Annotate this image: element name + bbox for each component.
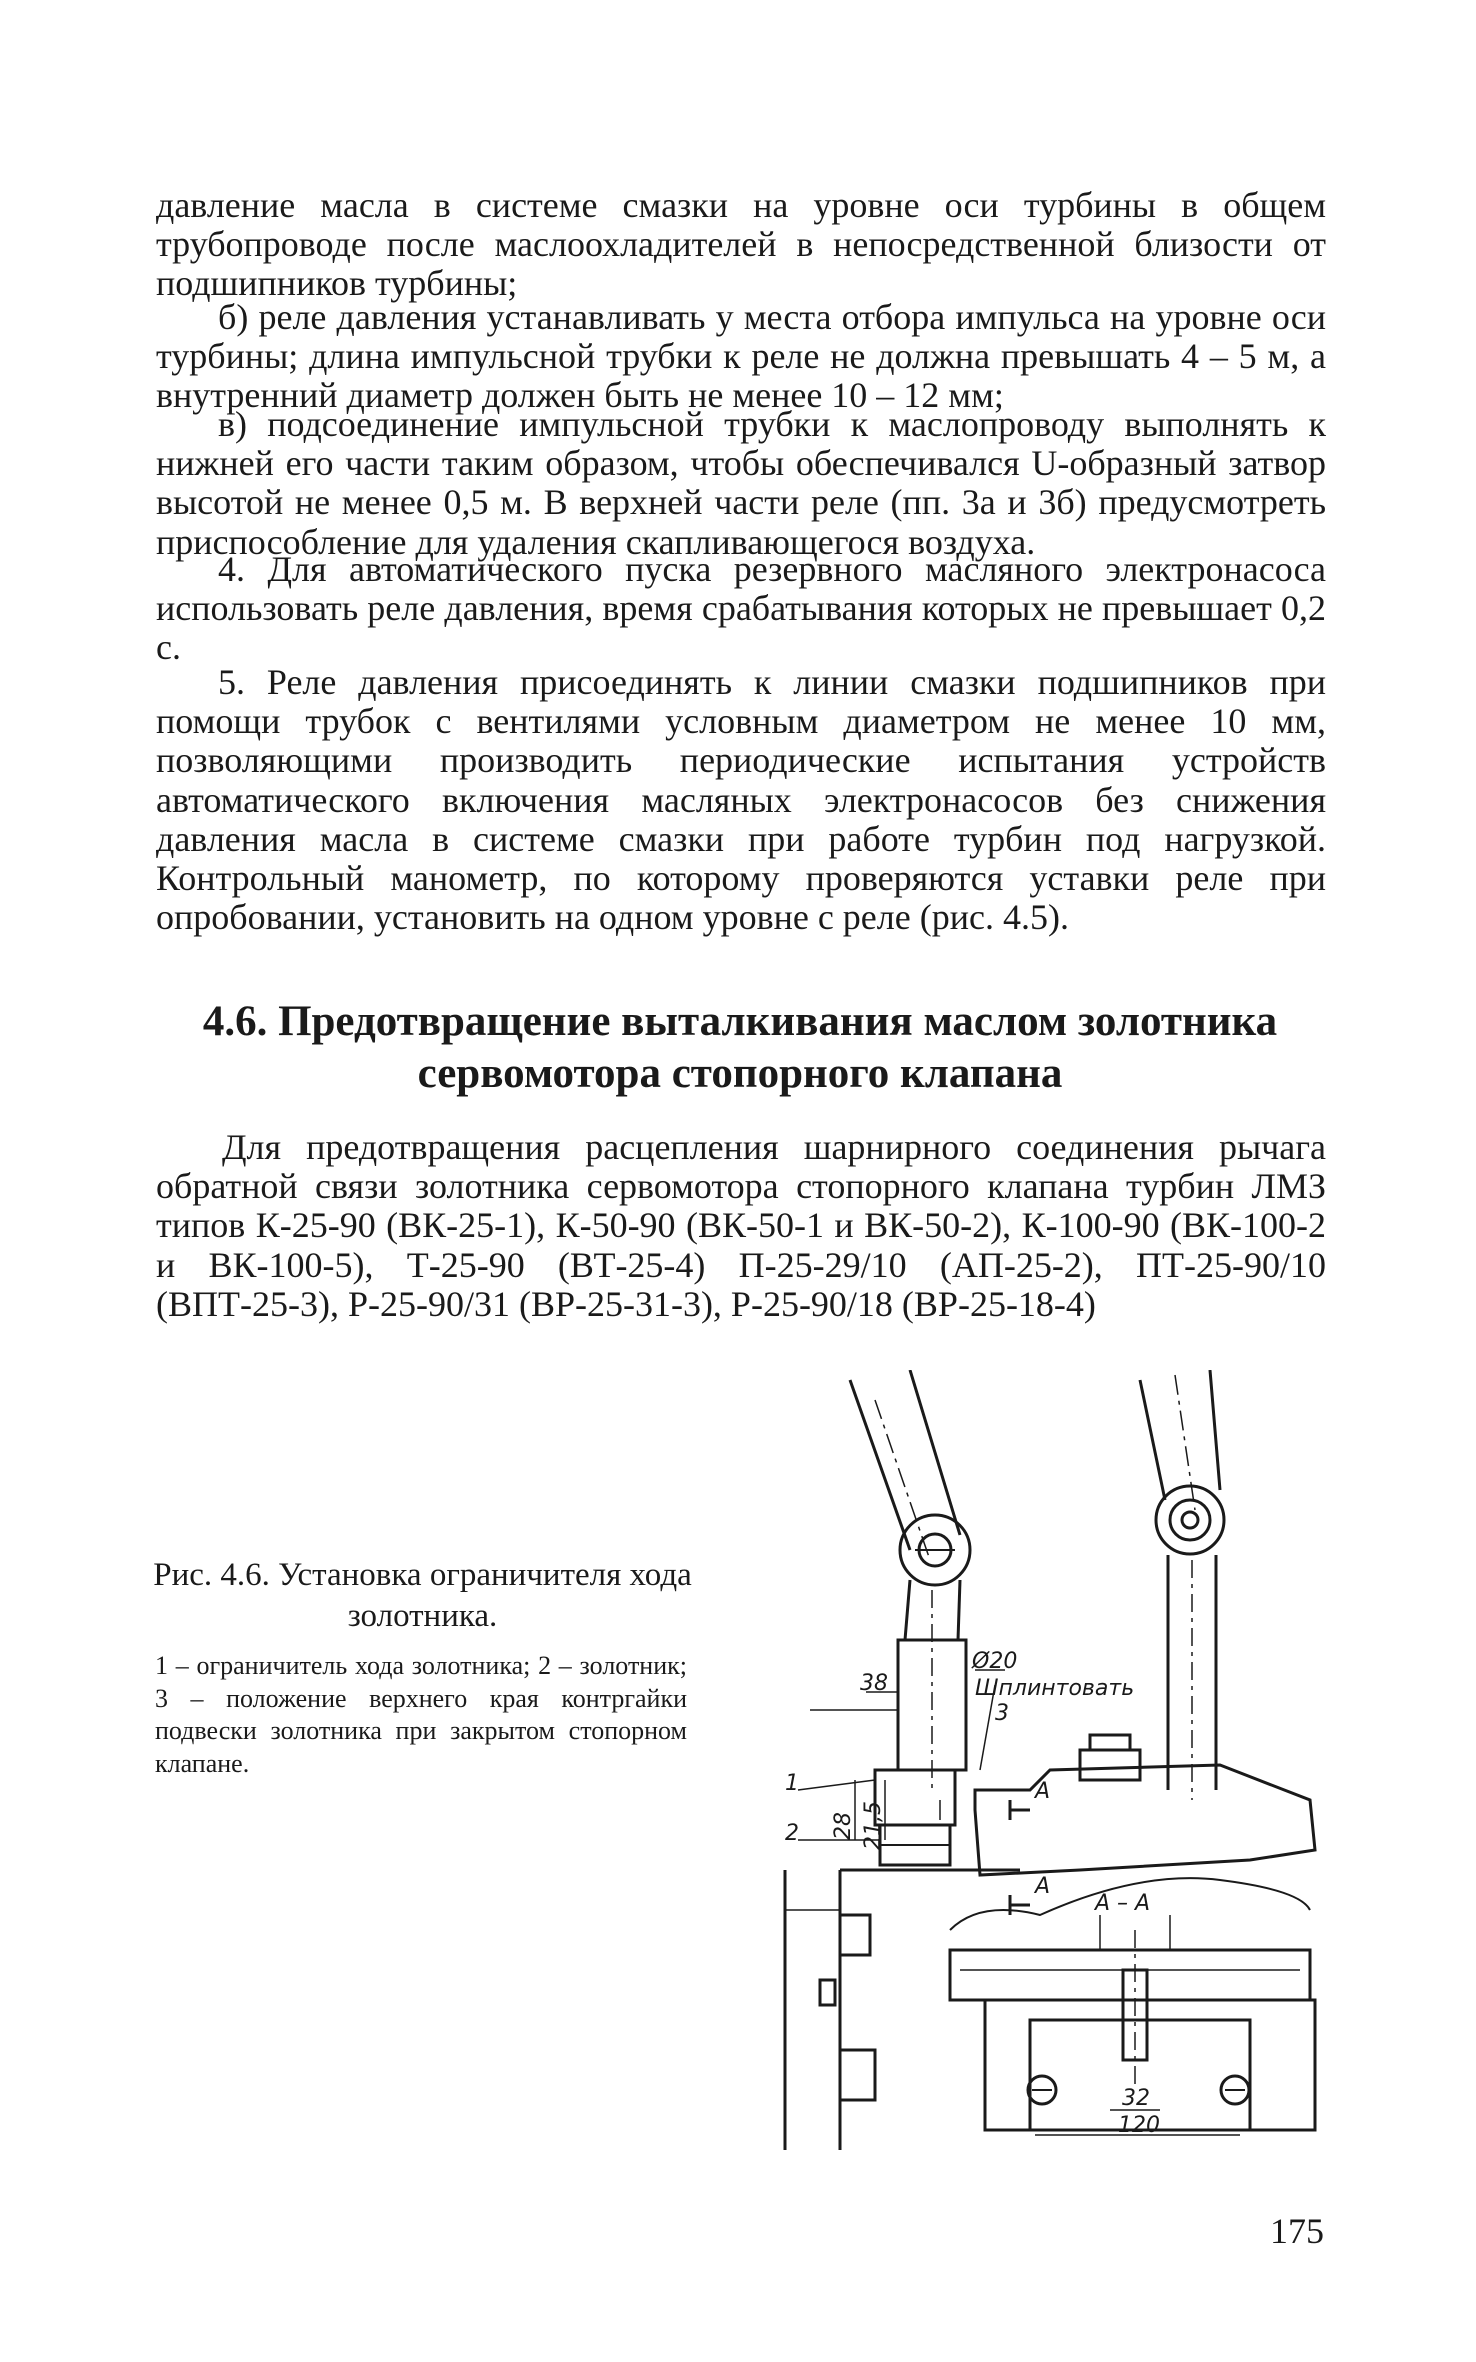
- figure-caption-title: Рис. 4.6. Установка ограничителя хода золотника.: [153, 1557, 692, 1635]
- label-section-a2: A: [1035, 1874, 1051, 1899]
- label-callout3: 3: [995, 1701, 1009, 1726]
- label-callout2: 2: [785, 1821, 799, 1846]
- label-d20: Ø20: [972, 1649, 1018, 1674]
- figure-caption-legend: 1 – ограничитель хода золотника; 2 – золотник; 3 – положение верхнего края контргайки подвески золотника при закрытом стопорном клапане.: [155, 1651, 687, 1778]
- label-section-a1: A: [1035, 1779, 1051, 1804]
- label-d28: 28: [831, 1812, 856, 1840]
- servomotor-body: [840, 1735, 1315, 1875]
- section-heading-line2: сервомотора стопорного клапана: [417, 1049, 1063, 1097]
- label-d21-5: 21,5: [861, 1801, 886, 1850]
- label-callout1: 1: [785, 1771, 799, 1796]
- label-note: Шплинтовать: [975, 1676, 1135, 1701]
- section-heading-line1: 4.6. Предотвращение выталкивания маслом золотника: [202, 998, 1278, 1045]
- left-wall: [785, 1870, 875, 2150]
- label-section-aa: A – A: [1095, 1891, 1151, 1916]
- paragraph-2: б) реле давления устанавливать у места отбора импульса на уровне оси турбины; длина импульсной трубки к реле не должна превышать 4 – 5 м, а внутренний диаметр должен быть не менее 10 – 12 мм;: [156, 297, 1326, 416]
- label-d32: 32: [1122, 2086, 1150, 2111]
- page-number: 175: [1270, 2211, 1324, 2251]
- section-intro: Для предотвращения расцепления шарнирного соединения рычага обратной связи золотника сервомотора стопорного клапана турбин ЛМЗ типов К-25-90 (ВК-25-1), К-50-90 (ВК-50-1 и ВК-50-2), К-100-90 (ВК-100-2 и ВК-100-5), Т-25-90 (ВТ-25-4) П-25-29/10 (АП-25-2), ПТ-25-90/10 (ВПТ-25-3), Р-25-90/31 (ВР-25-31-3), Р-25-90/18 (ВР-25-18-4): [156, 1127, 1326, 1324]
- left-rod: [850, 1370, 970, 1790]
- paragraph-4: 4. Для автоматического пуска резервного масляного электронасоса использовать реле давления, время срабатывания которых не превышает 0,2 с.: [156, 549, 1326, 668]
- figure-4-6-drawing: [780, 1370, 1350, 2150]
- dimension-lines: [798, 1670, 1240, 2135]
- section-heading: [150, 996, 1330, 1099]
- right-rod: [1140, 1370, 1224, 1800]
- paragraph-1: давление масла в системе смазки на уровне оси турбины в общем трубопроводе после маслоохладителей в непосредственной близости от подшипников турбины;: [156, 185, 1326, 304]
- label-d120: 120: [1118, 2113, 1160, 2138]
- paragraph-5: 5. Реле давления присоединять к линии смазки подшипников при помощи трубок с вентилями условным диаметром не менее 10 мм, позволяющими производить периодические испытания устройств автоматического включения масляных электронасосов без снижения давления масла в системе смазки при работе турбин под нагрузкой. Контрольный манометр, по которому проверяются уставки реле при опробовании, установить на одном уровне с реле (рис. 4.5).: [156, 662, 1326, 938]
- label-d38: 38: [860, 1671, 888, 1696]
- paragraph-3: в) подсоединение импульсной трубки к маслопроводу выполнять к нижней его части таким образом, чтобы обеспечивался U-образный затвор высотой не менее 0,5 м. В верхней части реле (пп. 3а и 3б) предусмотреть приспособление для удаления скапливающегося воздуха.: [156, 404, 1326, 562]
